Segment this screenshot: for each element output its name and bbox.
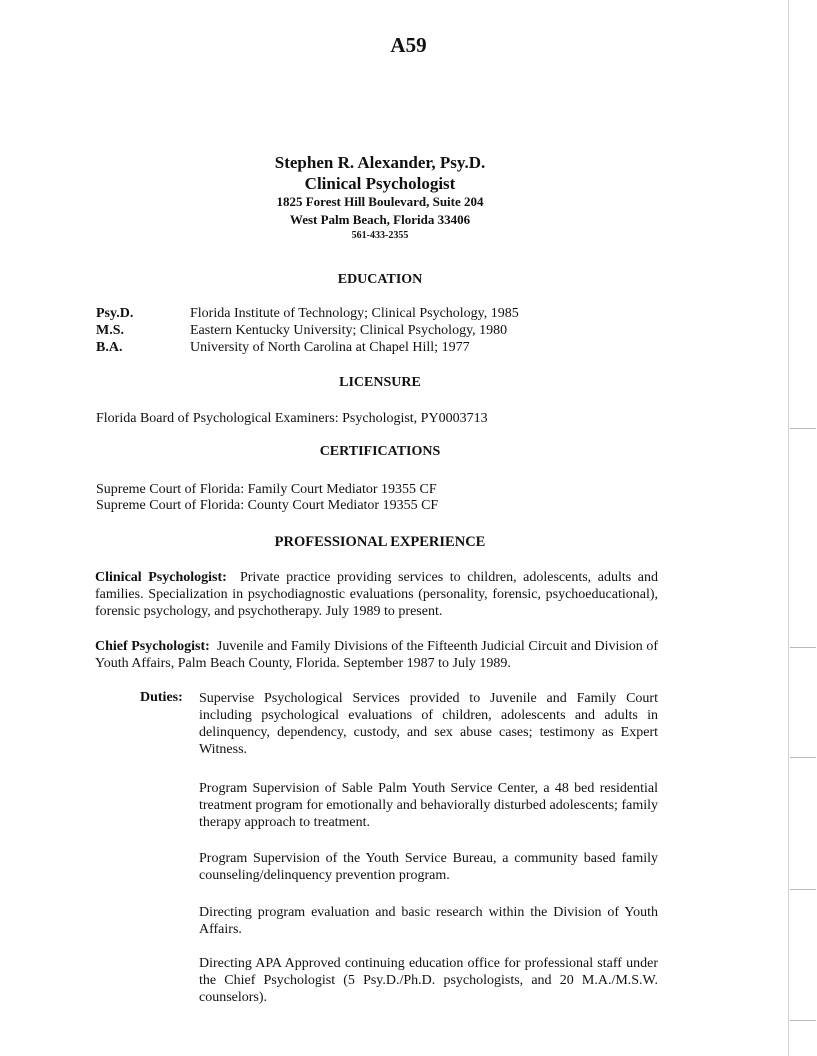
duty-paragraph: Supervise Psychological Services provided to Juvenile and Family Court including psychological evaluations of children, adolescents and adults in delinquency, dependency, custody, and sex abuse cases; testimony as Expert Witness. bbox=[199, 691, 658, 757]
degree-desc: University of North Carolina at Chapel Hill; 1977 bbox=[190, 340, 470, 355]
scan-edge-tick bbox=[790, 647, 816, 648]
entry-label: Chief Psychologist: bbox=[95, 639, 210, 654]
phone-number: 561-433-2355 bbox=[351, 230, 409, 241]
degree-abbr: Psy.D. bbox=[96, 306, 134, 321]
scan-edge-tick bbox=[790, 428, 816, 429]
scan-edge-tick bbox=[790, 1020, 816, 1021]
duty-paragraph: Program Supervision of the Youth Service Bureau, a community based family counseling/delinquency prevention program. bbox=[199, 851, 658, 883]
scan-edge-tick bbox=[790, 757, 816, 758]
experience-heading: PROFESSIONAL EXPERIENCE bbox=[274, 534, 486, 550]
certification-line: Supreme Court of Florida: County Court Mediator 19355 CF bbox=[96, 498, 439, 513]
duty-paragraph: Directing program evaluation and basic research within the Division of Youth Affairs. bbox=[199, 905, 658, 937]
entry-text: Private practice providing services to children, adolescents, adults and families. Specialization in psychodiagnostic evaluations (personality, forensic, psychoeducational), forensic psychology, and psychotherapy. July 1989 to present. bbox=[95, 570, 658, 619]
degree-desc: Florida Institute of Technology; Clinical Psychology, 1985 bbox=[190, 306, 519, 321]
duty-paragraph: Program Supervision of Sable Palm Youth Service Center, a 48 bed residential treatment program for emotionally and behaviorally disturbed adolescents; family therapy approach to treatment. bbox=[199, 781, 658, 830]
degree-desc: Eastern Kentucky University; Clinical Psychology, 1980 bbox=[190, 323, 508, 338]
experience-entry bbox=[95, 569, 658, 620]
licensure-line: Florida Board of Psychological Examiners: Psychologist, PY0003713 bbox=[96, 411, 488, 426]
address-line-2: West Palm Beach, Florida 33406 bbox=[289, 212, 471, 227]
page-number: A59 bbox=[390, 33, 427, 57]
entry-label: Clinical Psychologist: bbox=[95, 570, 227, 585]
degree-abbr: B.A. bbox=[96, 340, 123, 355]
author-name: Stephen R. Alexander, Psy.D. bbox=[274, 153, 486, 172]
degree-abbr: M.S. bbox=[96, 323, 124, 338]
scan-edge-tick bbox=[790, 889, 816, 890]
licensure-heading: LICENSURE bbox=[339, 375, 421, 390]
scan-edge-line bbox=[788, 0, 789, 1056]
address-line-1: 1825 Forest Hill Boulevard, Suite 204 bbox=[276, 194, 484, 209]
duty-paragraph: Directing APA Approved continuing education office for professional staff under the Chief Psychologist (5 Psy.D./Ph.D. psychologists, and 20 M.A./M.S.W. counselors). bbox=[199, 956, 658, 1005]
certifications-heading: CERTIFICATIONS bbox=[319, 444, 441, 459]
certification-line: Supreme Court of Florida: Family Court Mediator 19355 CF bbox=[96, 482, 437, 497]
author-title: Clinical Psychologist bbox=[304, 174, 456, 193]
duties-label: Duties: bbox=[140, 690, 183, 705]
education-heading: EDUCATION bbox=[337, 272, 423, 287]
experience-entry bbox=[95, 638, 658, 672]
entry-text: Juvenile and Family Divisions of the Fifteenth Judicial Circuit and Division of Youth Affairs, Palm Beach County, Florida. September 1987 to July 1989. bbox=[95, 639, 658, 671]
